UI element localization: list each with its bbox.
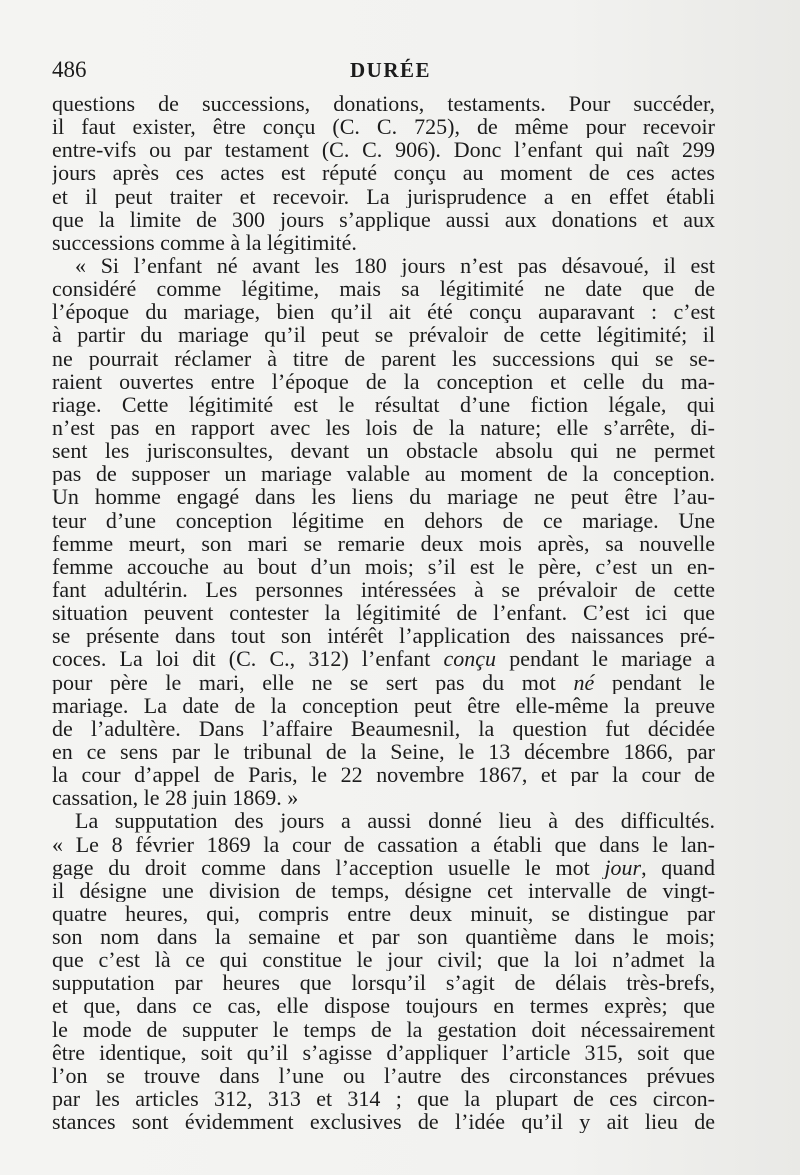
text-line: son nom dans la semaine et par son quantième dans le mois; [52, 925, 715, 949]
text-line: et il peut traiter et recevoir. La jurisprudence a en effet établi [52, 184, 715, 208]
paragraph [52, 833, 715, 1134]
text-line: le mode de supputer le temps de la gestation doit nécessairement [52, 1017, 715, 1041]
text-segment: , quand [641, 855, 715, 879]
text-line: raient ouvertes entre l’époque de la conception et celle du ma- [52, 369, 715, 393]
text-line: supputation par heures que lorsqu’il s’agit de délais très-brefs, [52, 971, 715, 995]
text-line: l’on se trouve dans l’une ou l’autre des circonstances prévues [52, 1063, 715, 1088]
text-line: situation peuvent contester la légitimité de l’enfant. C’est ici que [52, 601, 715, 625]
text-line: et que, dans ce cas, elle dispose toujours en termes exprès; que [52, 994, 715, 1018]
text-line: « Si l’enfant né avant les 180 jours n’est pas désavoué, il est [75, 253, 715, 278]
text-line: « Le 8 février 1869 la cour de cassation a établi que dans le lan- [52, 832, 715, 856]
text-line: que la limite de 300 jours s’applique aussi aux donations et aux [52, 207, 715, 231]
text-line: que c’est là ce qui constitue le jour civil; que la loi n’admet la [52, 948, 715, 972]
italic-word: conçu [443, 647, 497, 671]
text-segment: pendant le mariage a [496, 647, 715, 671]
text-line: par les articles 312, 313 et 314 ; que la plupart de ces circon- [52, 1087, 715, 1111]
text-line: sent les jurisconsultes, devant un obstacle absolu qui ne permet [52, 439, 715, 463]
text-line [52, 856, 715, 879]
italic-word: né [573, 670, 595, 694]
text-line [52, 647, 715, 670]
text-line: ne pourrait réclamer à titre de parent les successions qui se se- [52, 346, 715, 370]
text-segment: gage du droit comme dans l’acception usuelle le mot [52, 855, 605, 879]
text-line: successions comme à la légitimité. [52, 230, 357, 254]
text-line: fant adultérin. Les personnes intéressées à se prévaloir de cette [52, 577, 715, 602]
text-line: mariage. La date de la conception peut être elle-même la preuve [52, 693, 715, 717]
text-line: pas de supposer un mariage valable au moment de la conception. [52, 462, 715, 486]
text-line: il faut exister, être conçu (C. C. 725), de même pour recevoir [52, 115, 715, 139]
text-line: La supputation des jours a aussi donné lieu à des difficultés. [75, 809, 715, 833]
text-line: n’est pas en rapport avec les lois de la nature; elle s’arrête, di- [52, 415, 715, 440]
text-line: entre-vifs ou par testament (C. C. 906). Donc l’enfant qui naît 299 [52, 138, 715, 162]
paragraph [52, 254, 715, 809]
text-line [52, 671, 715, 694]
text-line: quatre heures, qui, compris entre deux minuit, se distingue par [52, 901, 715, 926]
running-head-title: DURÉE [349, 58, 431, 82]
text-line: jours après ces actes est réputé conçu au moment de ces actes [52, 161, 715, 185]
text-line: stances sont évidemment exclusives de l’idée qu’il y ait lieu de [52, 1110, 715, 1134]
text-line: femme meurt, son mari se remarie deux mois après, sa nouvelle [52, 531, 715, 555]
text-line: en ce sens par le tribunal de la Seine, le 13 décembre 1866, par [52, 739, 715, 764]
text-line: à partir du mariage qu’il peut se prévaloir de cette légitimité; il [52, 323, 715, 347]
text-line: riage. Cette légitimité est le résultat d’une fiction légale, qui [52, 392, 715, 416]
text-line: la cour d’appel de Paris, le 22 novembre 1867, et par la cour de [52, 763, 715, 787]
text-line: il désigne une division de temps, désigne cet intervalle de vingt- [52, 878, 715, 902]
italic-word: jour [604, 855, 642, 879]
text-segment: coces. La loi dit (C. C., 312) l’enfant [52, 647, 444, 671]
paragraph [52, 809, 715, 832]
text-line: cassation, le 28 juin 1869. » [52, 786, 299, 810]
text-line: se présente dans tout son intérêt l’application des naissances pré- [52, 624, 715, 648]
text-line: être identique, soit qu’il s’agisse d’appliquer l’article 315, soit que [52, 1040, 715, 1064]
text-line: l’époque du mariage, bien qu’il ait été conçu auparavant : c’est [52, 300, 715, 324]
text-line: femme accouche au bout d’un mois; s’il est le père, c’est un en- [52, 554, 715, 578]
page-body [52, 92, 715, 1133]
paragraph [52, 92, 715, 254]
text-line: teur d’une conception légitime en dehors de ce mariage. Une [52, 508, 715, 532]
text-line: considéré comme légitime, mais sa légitimité ne date que de [52, 277, 715, 301]
text-line: de l’adultère. Dans l’affaire Beaumesnil, la question fut décidée [52, 716, 715, 740]
page-number: 486 [52, 57, 87, 82]
text-line: questions de successions, donations, testaments. Pour succéder, [52, 92, 715, 116]
text-line: Un homme engagé dans les liens du mariage ne peut être l’au- [52, 485, 715, 509]
running-header [52, 55, 715, 85]
text-segment: pour père le mari, elle ne se sert pas du mot [52, 670, 574, 694]
text-segment: pendant le [594, 670, 715, 694]
